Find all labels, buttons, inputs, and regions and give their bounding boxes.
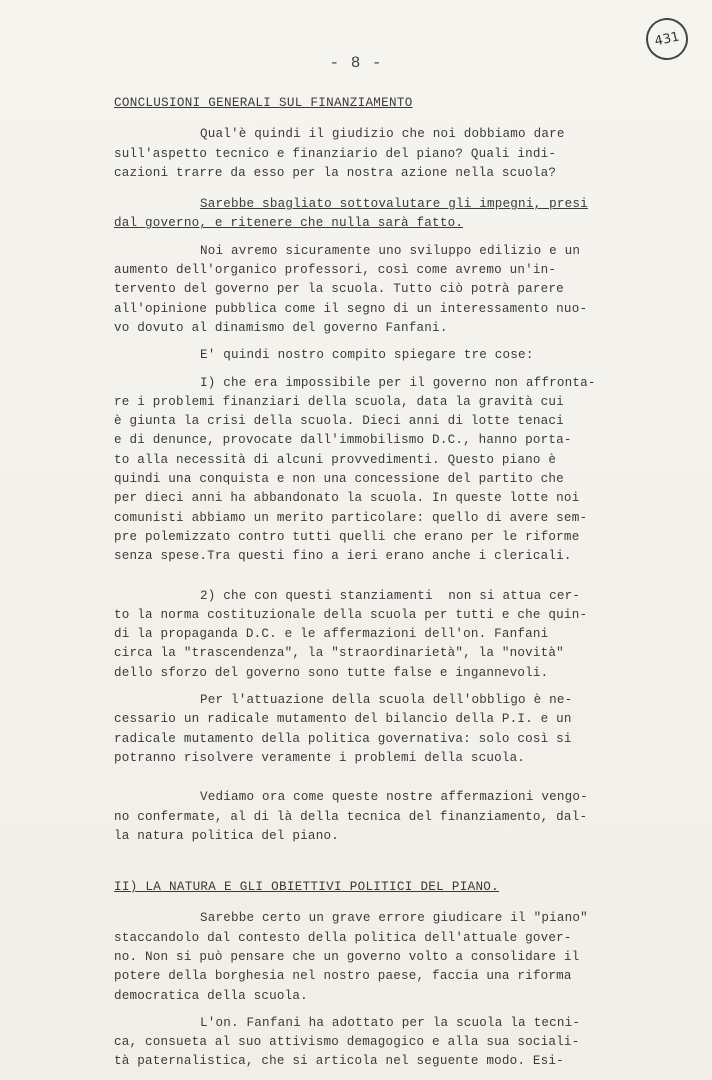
paragraph-1: [114, 125, 626, 183]
paragraph-4: [114, 346, 626, 365]
text-line: è giunta la crisi della scuola. Dieci anni di lotte tenaci: [114, 414, 564, 429]
paragraph-7: [114, 691, 626, 768]
page-number: - 8 -: [329, 54, 383, 72]
section-heading-conclusioni: CONCLUSIONI GENERALI SUL FINANZIAMENTO: [114, 96, 413, 110]
text-line: ca, consueta al suo attivismo demagogico e alla sua sociali-: [114, 1035, 580, 1050]
text-line: Qual'è quindi il giudizio che noi dobbiamo dare: [200, 127, 565, 142]
text-line: per dieci anni ha abbandonato la scuola. In queste lotte noi: [114, 491, 580, 506]
text-line: quindi una conquista e non una concessione del partito che: [114, 472, 564, 487]
paragraph-6: [114, 587, 626, 683]
text-line: tà paternalistica, che si articola nel seguente modo. Esi-: [114, 1054, 564, 1069]
text-line: no confermate, al di là della tecnica del finanziamento, dal-: [114, 809, 588, 824]
text-line: circa la "trascendenza", la "straordinarietà", la "novità": [114, 646, 564, 661]
paragraph-3: [114, 242, 626, 338]
text-line: dello sforzo del governo sono tutte false e ingannevoli.: [114, 665, 549, 680]
section-heading-natura: II) LA NATURA E GLI OBIETTIVI POLITICI DEL PIANO.: [114, 880, 500, 895]
text-line: sull'aspetto tecnico e finanziario del piano? Quali indi-: [114, 146, 557, 161]
text-line: L'on. Fanfani ha adottato per la scuola la tecni-: [200, 1015, 581, 1030]
text-line: all'opinione pubblica come il segno di un interessamento nuo-: [114, 301, 588, 316]
text-line: staccandolo dal contesto della politica dell'attuale gover-: [114, 930, 572, 945]
text-line: di la propaganda D.C. e le affermazioni dell'on. Fanfani: [114, 627, 549, 642]
text-line: I) che era impossibile per il governo non affronta-: [200, 375, 596, 390]
text-line: aumento dell'organico professori, così come avremo un'in-: [114, 263, 557, 278]
text-line: senza spese.Tra questi fino a ieri erano anche i clericali.: [114, 549, 572, 564]
text-line: potranno risolvere veramente i problemi della scuola.: [114, 750, 526, 765]
text-line: la natura politica del piano.: [114, 828, 339, 843]
text-line: e di denunce, provocate dall'immobilismo D.C., hanno porta-: [114, 433, 572, 448]
text-line: to la norma costituzionale della scuola per tutti e che quin-: [114, 607, 588, 622]
paragraph-2: [114, 195, 626, 234]
text-line: Vediamo ora come queste nostre affermazioni vengo-: [200, 790, 588, 805]
text-line: potere della borghesia nel nostro paese, faccia una riforma: [114, 969, 572, 984]
text-line: re i problemi finanziari della scuola, data la gravità cui: [114, 394, 564, 409]
text-line: pre polemizzato contro tutti quelli che erano per le riforme: [114, 529, 580, 544]
text-line: Per l'attuazione della scuola dell'obbligo è ne-: [200, 693, 573, 708]
paragraph-10: [114, 1014, 626, 1072]
text-line: dal governo, e ritenere che nulla sarà fatto.: [114, 216, 464, 231]
text-line: E' quindi nostro compito spiegare tre cose:: [200, 348, 534, 363]
text-line: vo dovuto al dinamismo del governo Fanfani.: [114, 320, 448, 335]
paragraph-8: [114, 788, 626, 846]
text-line: no. Non si può pensare che un governo volto a consolidare il: [114, 949, 580, 964]
text-line: tervento del governo per la scuola. Tutto ciò potrà parere: [114, 282, 564, 297]
archive-stamp: 431: [642, 14, 692, 64]
text-line: Sarebbe certo un grave errore giudicare il "piano": [200, 911, 588, 926]
paragraph-9: [114, 909, 626, 1005]
text-line: cessario un radicale mutamento del bilancio della P.I. e un: [114, 712, 572, 727]
document-body: [114, 94, 626, 1072]
text-line: to alla necessità di alcuni provvedimenti. Questo piano è: [114, 452, 557, 467]
text-line: democratica della scuola.: [114, 988, 308, 1003]
text-line: Sarebbe sbagliato sottovalutare gli impegni, presi: [200, 197, 588, 212]
text-line: 2) che con questi stanziamenti non si attua cer-: [200, 588, 581, 603]
text-line: cazioni trarre da esso per la nostra azione nella scuola?: [114, 165, 557, 180]
paragraph-5: [114, 374, 626, 567]
text-line: Noi avremo sicuramente uno sviluppo edilizio e un: [200, 243, 581, 258]
text-line: comunisti abbiamo un merito particolare: quello di avere sem-: [114, 510, 588, 525]
text-line: radicale mutamento della politica governativa: solo così si: [114, 731, 572, 746]
